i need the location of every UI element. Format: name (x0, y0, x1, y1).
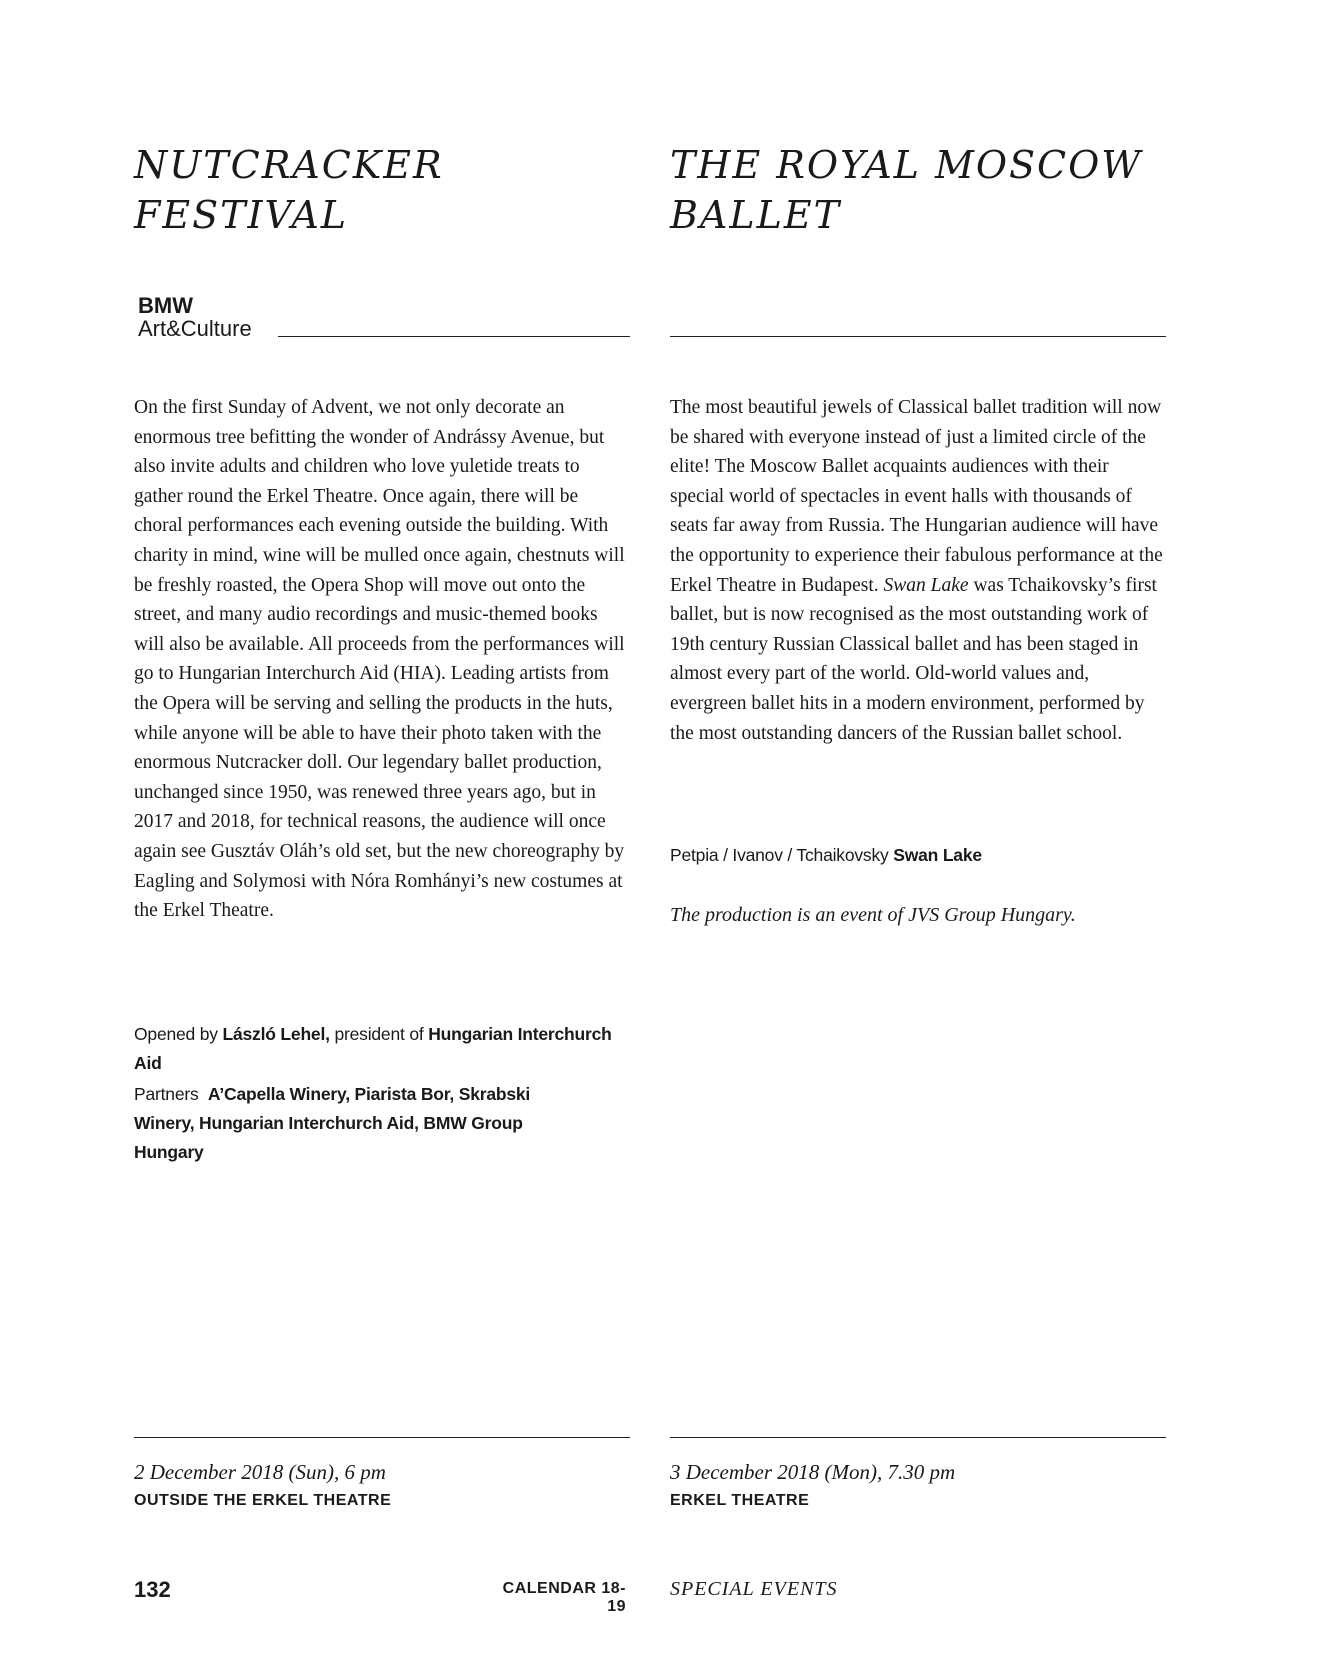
sponsor-sub: Art&Culture (138, 316, 252, 341)
footer-calendar: CALENDAR 18-19 (502, 1580, 626, 1615)
opened-org: Hungarian Interchurch Aid (134, 1024, 612, 1073)
opened-middle: president of (334, 1024, 424, 1044)
credits-names: Petpia / Ivanov / Tchaikovsky (670, 845, 889, 865)
production-note: The production is an event of JVS Group Hungary. (670, 904, 1076, 926)
credits (670, 841, 1166, 870)
bmw-art-culture-logo (138, 294, 252, 340)
left-bottom-rule (134, 1437, 630, 1438)
footer-section: SPECIAL EVENTS (670, 1578, 838, 1600)
left-top-rule (278, 336, 630, 337)
opened-person: László Lehel, (222, 1024, 330, 1044)
right-venue: ERKEL THEATRE (670, 1492, 810, 1509)
partners (134, 1080, 574, 1167)
opened-by (134, 1020, 630, 1078)
sponsor-brand: BMW (138, 293, 193, 318)
credits-work: Swan Lake (893, 845, 982, 865)
partners-list: A’Capella Winery, Piarista Bor, Skrabski Winery, Hungarian Interchurch Aid, BMW Group Hungary (134, 1084, 531, 1162)
opened-prefix: Opened by (134, 1024, 218, 1044)
right-top-rule (670, 336, 1166, 337)
left-title: NUTCRACKER FESTIVAL (134, 143, 444, 237)
left-body: On the first Sunday of Advent, we not only decorate an enormous tree befitting the wonder of Andrássy Avenue, but also invite adults and children who love yuletide treats to gather round the Erkel Theatre. Once again, there will be choral performances each evening outside the building. With charity in mind, wine will be mulled once again, chestnuts will be freshly roasted, the Opera Shop will move out onto the street, and many audio recordings and music-themed books will also be available. All proceeds from the performances will go to Hungarian Interchurch Aid (HIA). Leading artists from the Opera will be serving and selling the products in the huts, while anyone will be able to have their photo taken with the enormous Nutcracker doll. Our legendary ballet production, unchanged since 1950, was renewed three years ago, but in 2017 and 2018, for technical reasons, the audience will once again see Gusztáv Oláh’s old set, but the new choreography by Eagling and Solymosi with Nóra Romhányi’s new costumes at the Erkel Theatre. (134, 397, 625, 922)
right-body-after: was Tchaikovsky’s first ballet, but is now recognised as the most outstanding work of 19th century Russian Classical ballet and has been staged in almost every part of the world. Old-world values and, evergreen ballet hits in a modern environment, performed by the most outstanding dancers of the Russian ballet school. (670, 574, 1157, 744)
right-title: THE ROYAL MOSCOW BALLET (670, 143, 1143, 237)
right-body-before: The most beautiful jewels of Classical ballet tradition will now be shared with everyone instead of just a limited circle of the elite! The Moscow Ballet acquaints audiences with their special world of spectacles in event halls with thousands of seats far away from Russia. The Hungarian audience will have the opportunity to experience their fabulous performance at the Erkel Theatre in Budapest. (670, 397, 1163, 596)
partners-label: Partners (134, 1084, 199, 1104)
left-venue: OUTSIDE THE ERKEL THEATRE (134, 1492, 392, 1509)
right-body (670, 393, 1166, 748)
right-date: 3 December 2018 (Mon), 7.30 pm (670, 1460, 956, 1484)
right-bottom-rule (670, 1437, 1166, 1438)
page-number: 132 (134, 1577, 171, 1602)
right-body-italic: Swan Lake (883, 574, 969, 596)
left-date: 2 December 2018 (Sun), 6 pm (134, 1460, 386, 1484)
